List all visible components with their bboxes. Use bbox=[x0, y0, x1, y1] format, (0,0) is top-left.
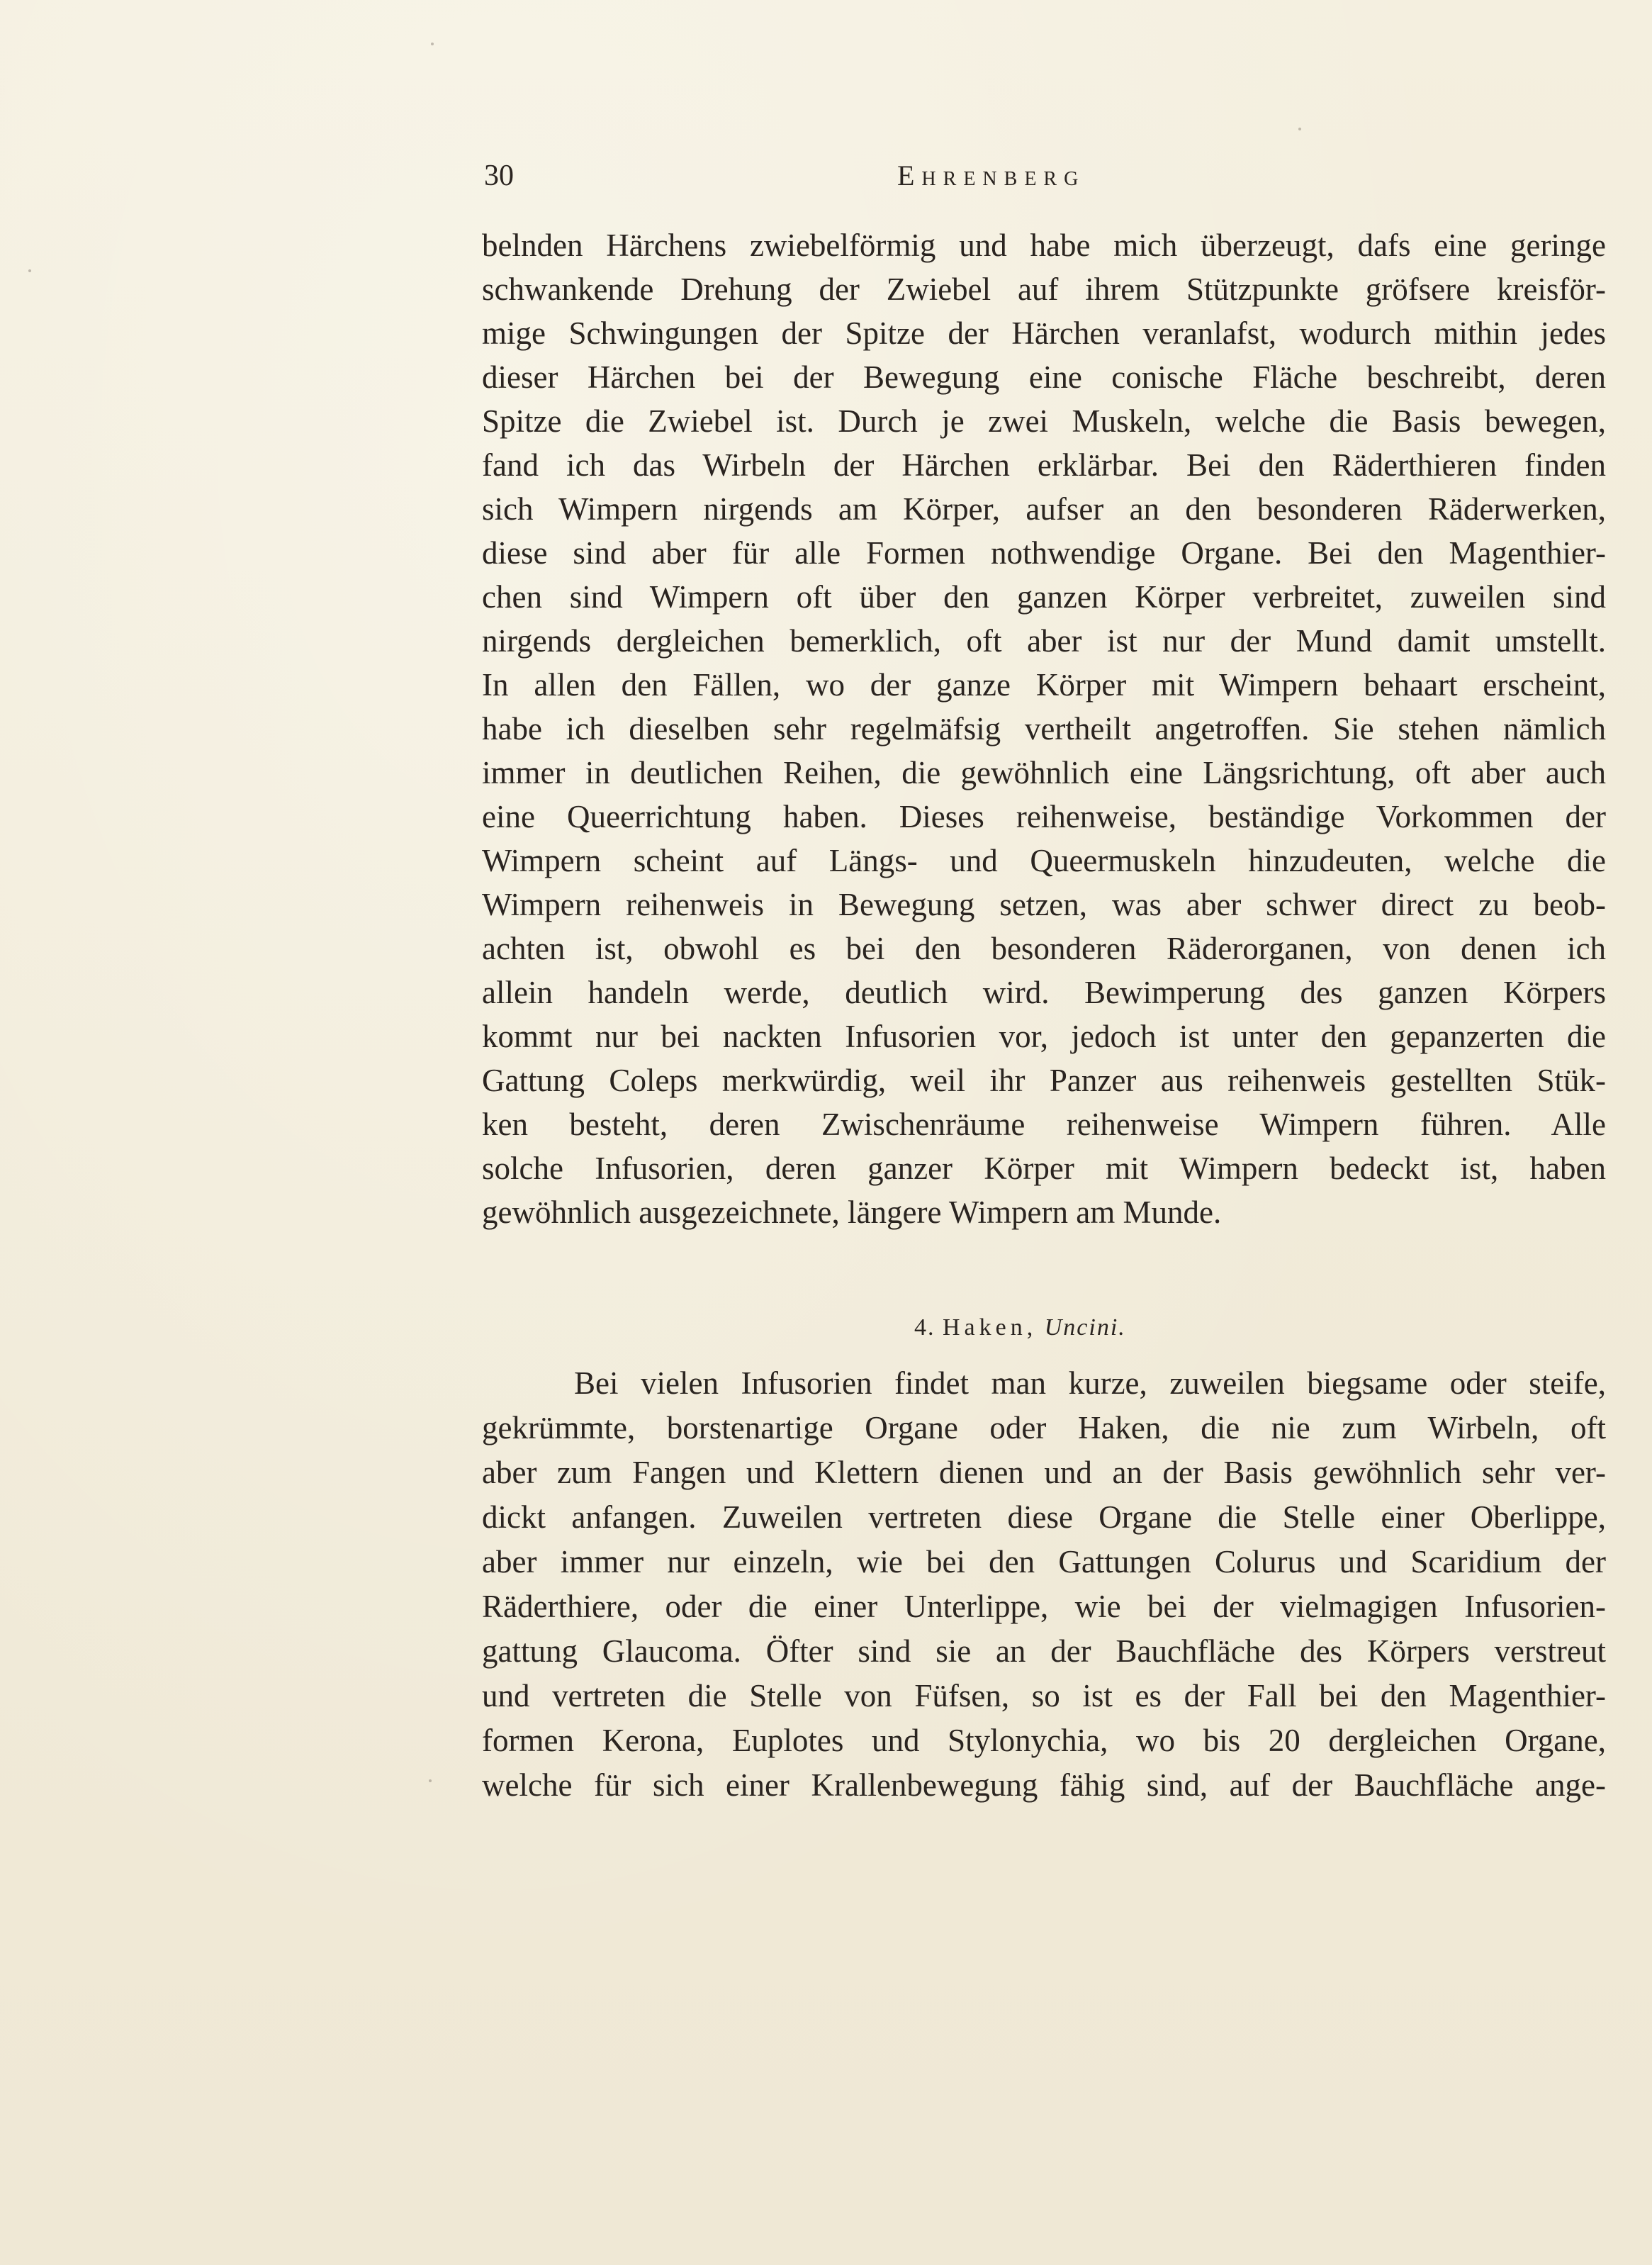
text-line: chen sind Wimpern oft über den ganzen Körper verbreitet, zuweilen sind bbox=[482, 579, 1606, 615]
text-line: diese sind aber für alle Formen nothwendige Organe. Bei den Magenthier- bbox=[482, 535, 1606, 571]
text-line: gattung Glaucoma. Öfter sind sie an der Bauchfläche des Körpers verstreut bbox=[482, 1633, 1606, 1669]
section-number: 4. bbox=[914, 1314, 935, 1341]
text-line: sich Wimpern nirgends am Körper, aufser an den besonderen Räderwerken, bbox=[482, 491, 1606, 527]
paper-speck bbox=[1298, 128, 1301, 130]
text-line: welche für sich einer Krallenbewegung fähig sind, auf der Bauchfläche ange- bbox=[482, 1767, 1606, 1803]
page-header bbox=[484, 155, 1193, 197]
section-heading bbox=[914, 1310, 1126, 1346]
text-line: Wimpern scheint auf Längs- und Queermuskeln hinzudeuten, welche die bbox=[482, 843, 1606, 878]
text-line: achten ist, obwohl es bei den besonderen Räderorganen, von denen ich bbox=[482, 931, 1606, 966]
text-line: gekrümmte, borstenartige Organe oder Haken, die nie zum Wirbeln, oft bbox=[482, 1410, 1606, 1445]
paper-speck bbox=[429, 1779, 432, 1782]
text-line: mige Schwingungen der Spitze der Härchen veranlafst, wodurch mithin jedes bbox=[482, 315, 1606, 351]
text-line: formen Kerona, Euplotes und Stylonychia, wo bis 20 dergleichen Organe, bbox=[482, 1723, 1606, 1758]
text-line: Gattung Coleps merkwürdig, weil ihr Panzer aus reihenweis gestellten Stük- bbox=[482, 1063, 1606, 1098]
text-line: solche Infusorien, deren ganzer Körper mit Wimpern bedeckt ist, haben bbox=[482, 1151, 1606, 1186]
page-number: 30 bbox=[484, 160, 514, 192]
text-line: kommt nur bei nackten Infusorien vor, jedoch ist unter den gepanzerten die bbox=[482, 1019, 1606, 1054]
paragraph-cilia bbox=[482, 223, 1606, 1234]
text-line: schwankende Drehung der Zwiebel auf ihrem Stützpunkte gröfsere kreisför- bbox=[482, 272, 1606, 307]
text-line: dieser Härchen bei der Bewegung eine conische Fläche beschreibt, deren bbox=[482, 359, 1606, 395]
text-line: und vertreten die Stelle von Füfsen, so ist es der Fall bei den Magenthier- bbox=[482, 1678, 1606, 1713]
paper-speck bbox=[431, 43, 434, 45]
text-line: gewöhnlich ausgezeichnete, längere Wimpern am Munde. bbox=[482, 1195, 1222, 1230]
text-line: In allen den Fällen, wo der ganze Körper mit Wimpern behaart erscheint, bbox=[482, 667, 1606, 703]
paragraph-hooks bbox=[482, 1361, 1606, 1808]
running-head: Ehrenberg bbox=[897, 160, 1086, 191]
text-line: habe ich dieselben sehr regelmäfsig vertheilt angetroffen. Sie stehen nämlich bbox=[482, 711, 1606, 746]
text-line: Räderthiere, oder die einer Unterlippe, wie bei der vielmagigen Infusorien- bbox=[482, 1589, 1606, 1624]
section-latin-title: Uncini. bbox=[1044, 1314, 1126, 1341]
text-line: allein handeln werde, deutlich wird. Bewimperung des ganzen Körpers bbox=[482, 975, 1606, 1010]
text-line: Wimpern reihenweis in Bewegung setzen, was aber schwer direct zu beob- bbox=[482, 887, 1606, 922]
text-line: ken besteht, deren Zwischenräume reihenweise Wimpern führen. Alle bbox=[482, 1107, 1606, 1142]
text-line: Spitze die Zwiebel ist. Durch je zwei Muskeln, welche die Basis bewegen, bbox=[482, 403, 1606, 439]
text-line: immer in deutlichen Reihen, die gewöhnlich eine Längsrichtung, oft aber auch bbox=[482, 755, 1606, 790]
text-line: Bei vielen Infusorien findet man kurze, zuweilen biegsame oder steife, bbox=[574, 1365, 1606, 1401]
text-line: dickt anfangen. Zuweilen vertreten diese Organe die Stelle einer Oberlippe, bbox=[482, 1499, 1606, 1535]
text-line: aber immer nur einzeln, wie bei den Gattungen Colurus und Scaridium der bbox=[482, 1544, 1606, 1579]
section-title: Haken, bbox=[943, 1314, 1038, 1341]
text-line: fand ich das Wirbeln der Härchen erklärbar. Bei den Räderthieren finden bbox=[482, 447, 1606, 483]
text-line: eine Queerrichtung haben. Dieses reihenweise, beständige Vorkommen der bbox=[482, 799, 1606, 834]
text-line: nirgends dergleichen bemerklich, oft aber ist nur der Mund damit umstellt. bbox=[482, 623, 1606, 659]
paper-speck bbox=[28, 269, 31, 272]
text-line: aber zum Fangen und Klettern dienen und an der Basis gewöhnlich sehr ver- bbox=[482, 1455, 1606, 1490]
text-line: belnden Härchens zwiebelförmig und habe mich überzeugt, dafs eine geringe bbox=[482, 228, 1606, 263]
